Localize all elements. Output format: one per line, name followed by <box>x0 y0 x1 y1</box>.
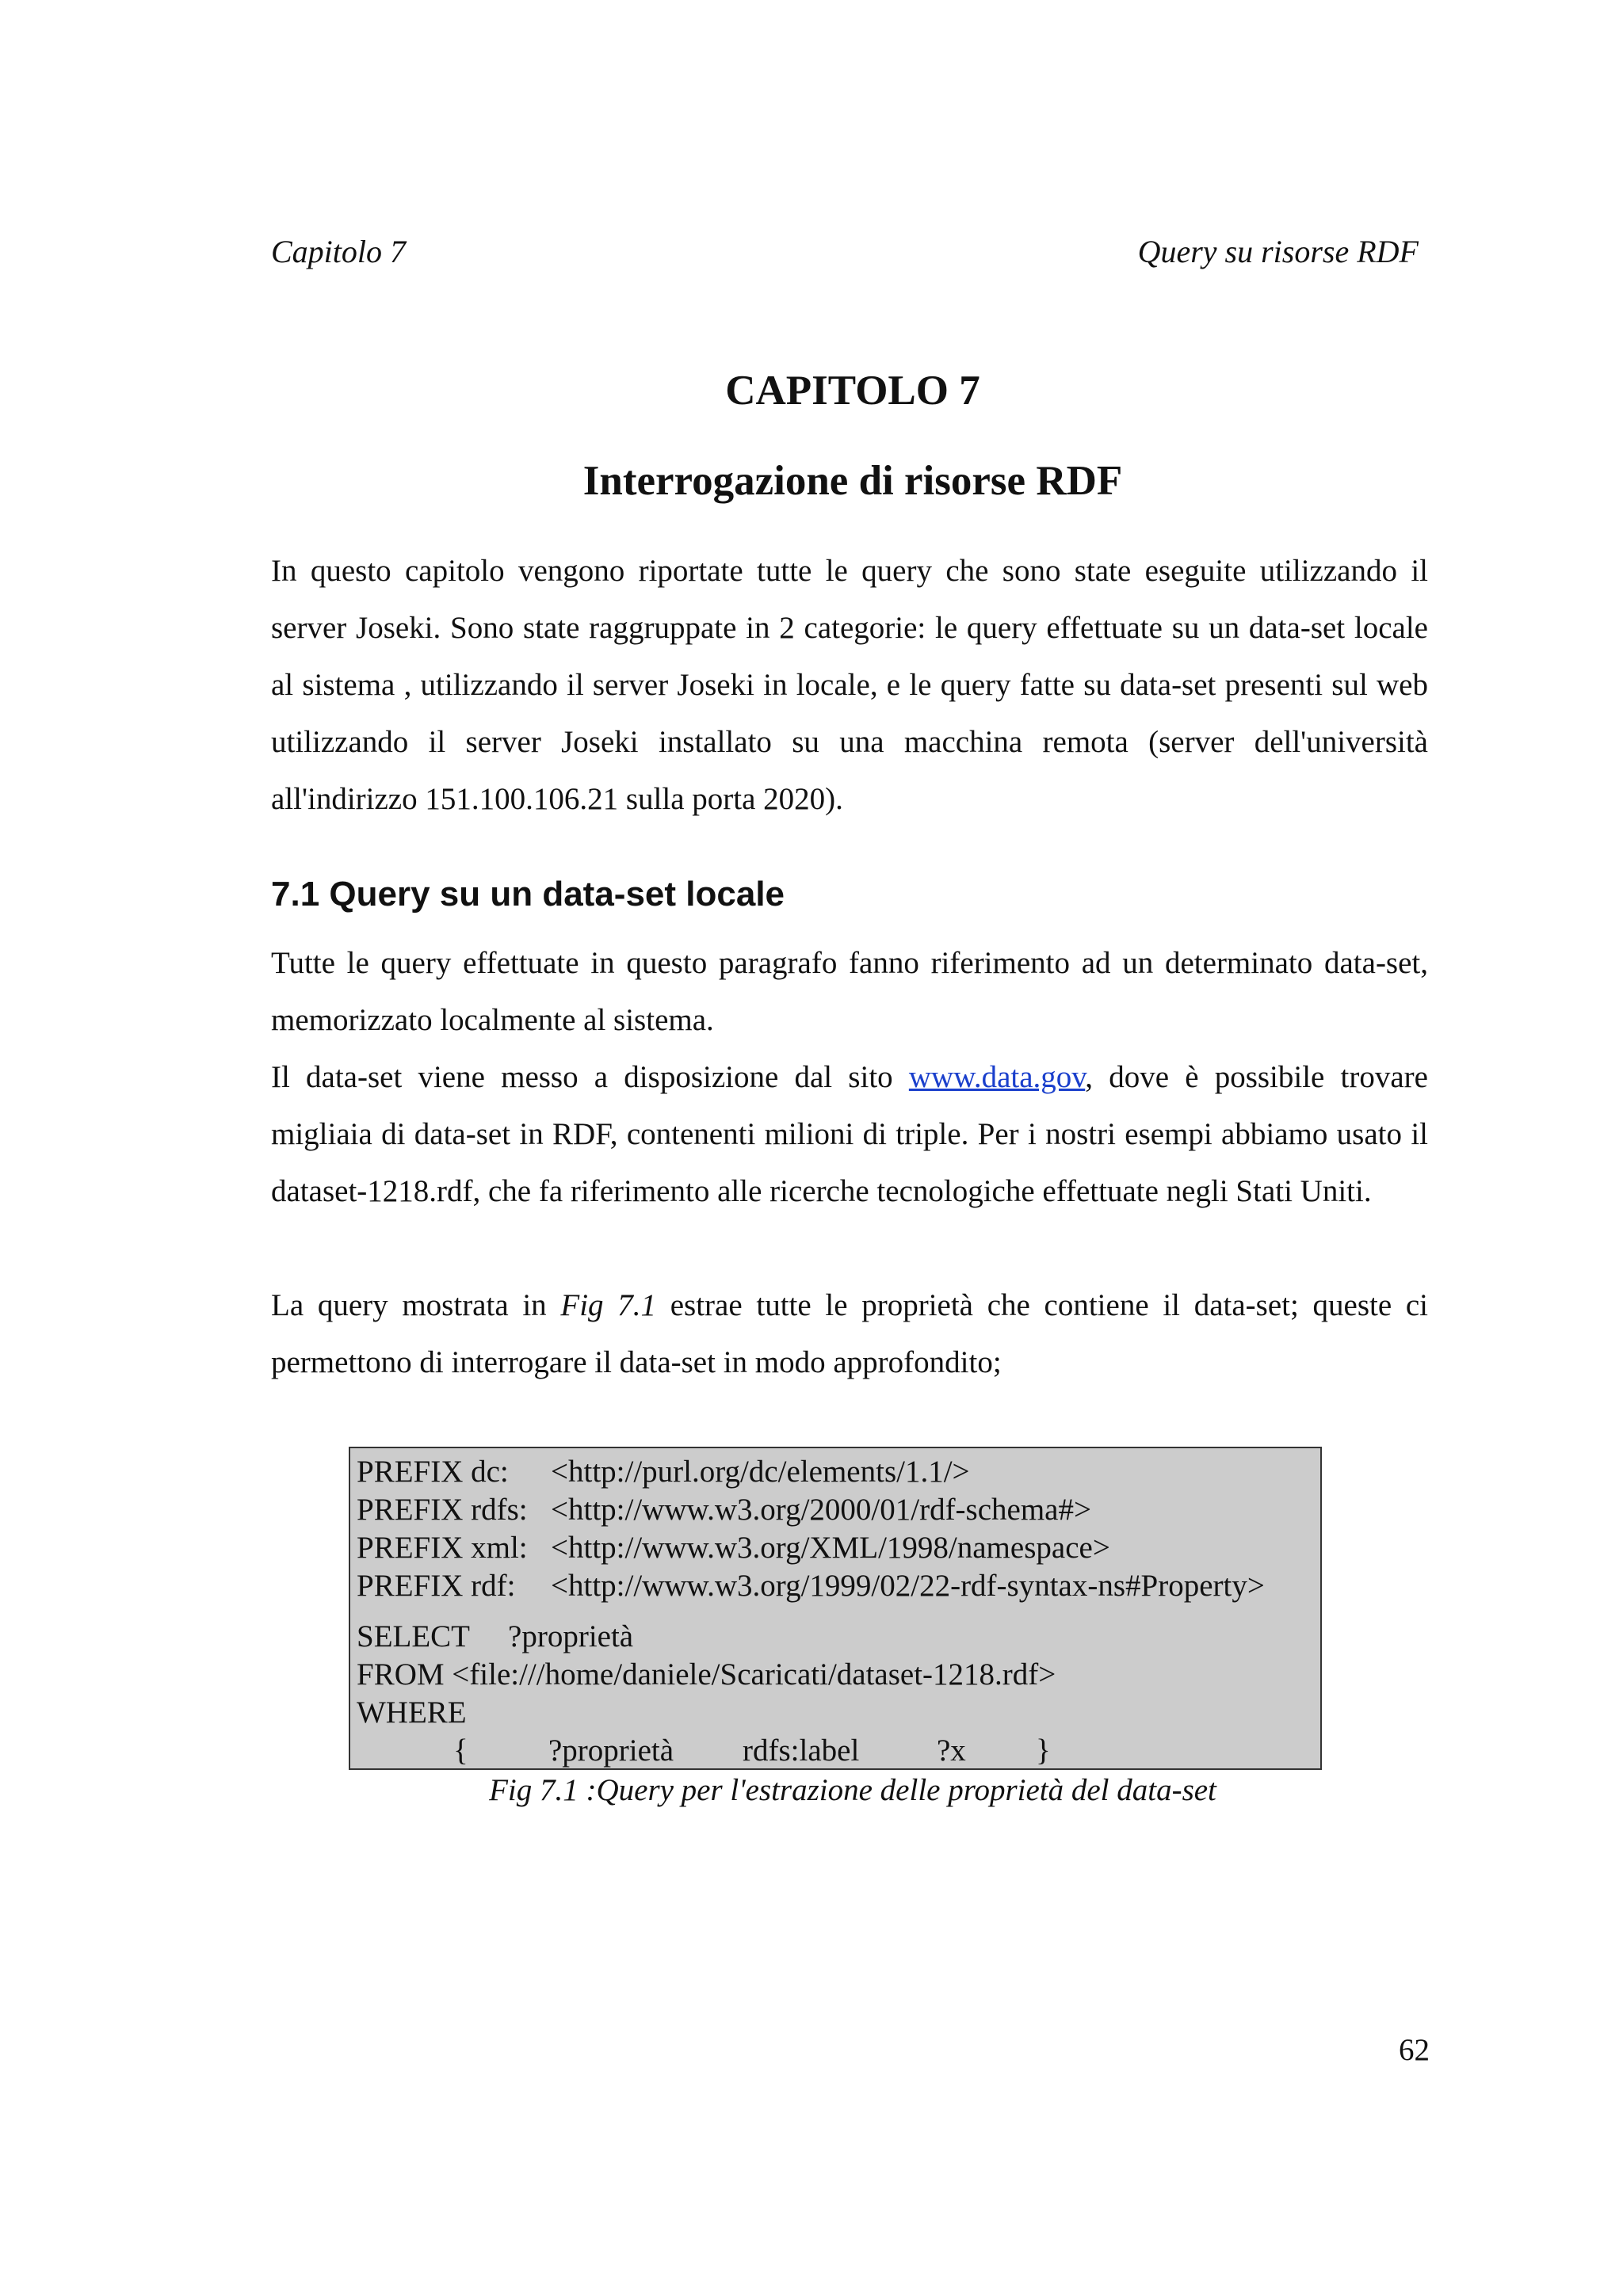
paragraph-text: , dove è possibile trovare migliaia di data-set in RDF, contenenti milioni di triple. Per i nostri esempi abbiamo usato il dataset-1218.rdf, che fa riferimento alle ricerche tecnologiche effettuate negli Stati Uniti. <box>271 1060 1428 1208</box>
prefix-keyword: PREFIX xml: <box>357 1531 528 1565</box>
query-code-box <box>349 1447 1322 1770</box>
intro-paragraph: In questo capitolo vengono riportate tutte le query che sono state eseguite utilizzando il server Joseki. Sono state raggruppate in 2 categorie: le query effettuate su un data-set locale al sistema , utilizzando il server Joseki in locale, e le query fatte su data-set presenti sul web utilizzando il server Joseki installato su una macchina remota (server dell'università all'indirizzo 151.100.106.21 sulla porta 2020). <box>271 554 1428 816</box>
prefix-line <box>357 1491 1320 1529</box>
chapter-title: Interrogazione di risorse RDF <box>582 458 1123 504</box>
from-line: FROM <file:///home/daniele/Scaricati/dataset-1218.rdf> <box>357 1657 1056 1691</box>
prefix-keyword: PREFIX dc: <box>357 1455 509 1489</box>
prefix-uri: <http://purl.org/dc/elements/1.1/> <box>551 1455 970 1489</box>
section-heading: 7.1 Query su un data-set locale <box>271 875 785 913</box>
select-line: SELECT ?proprietà <box>357 1619 634 1653</box>
close-brace: } <box>1036 1733 1051 1768</box>
section-paragraph-3 <box>271 1277 1428 1391</box>
prefix-uri: <http://www.w3.org/XML/1998/namespace> <box>551 1531 1110 1565</box>
figure-reference: Fig 7.1 <box>560 1288 657 1322</box>
page-number: 62 <box>1399 2033 1430 2067</box>
prefix-line <box>357 1567 1320 1605</box>
triple-predicate: rdfs:label <box>743 1733 860 1768</box>
triple-pattern-line <box>357 1732 1320 1770</box>
where-line: WHERE <box>357 1695 467 1730</box>
figure-caption: Fig 7.1 :Query per l'estrazione delle proprietà del data-set <box>489 1773 1216 1807</box>
paragraph-text: Il data-set viene messo a disposizione dal sito <box>271 1060 909 1094</box>
section-paragraph-1: Tutte le query effettuate in questo paragrafo fanno riferimento ad un determinato data-set, memorizzato localmente al sistema. <box>271 946 1428 1037</box>
prefix-line <box>357 1453 1320 1491</box>
triple-object: ?x <box>937 1733 966 1768</box>
prefix-line <box>357 1529 1320 1567</box>
running-header-title: Query su risorse RDF <box>1137 234 1419 269</box>
data-gov-link[interactable]: www.data.gov <box>908 1060 1086 1094</box>
prefix-uri: <http://www.w3.org/1999/02/22-rdf-syntax-ns#Property> <box>551 1569 1265 1603</box>
prefix-keyword: PREFIX rdfs: <box>357 1493 528 1527</box>
prefix-keyword: PREFIX rdf: <box>357 1569 516 1603</box>
running-header <box>271 231 1428 273</box>
chapter-label: CAPITOLO 7 <box>725 368 980 414</box>
paragraph-text: estrae tutte le proprietà che contiene il data-set; queste ci permettono di interrogare il data-set in modo approfondito; <box>271 1288 1428 1379</box>
paragraph-text: La query mostrata in <box>271 1288 561 1322</box>
prefix-uri: <http://www.w3.org/2000/01/rdf-schema#> <box>551 1493 1091 1527</box>
open-brace: { <box>453 1733 468 1768</box>
running-header-chapter: Capitolo 7 <box>271 234 407 269</box>
triple-subject: ?proprietà <box>548 1733 674 1768</box>
section-paragraph-2 <box>271 1049 1428 1220</box>
